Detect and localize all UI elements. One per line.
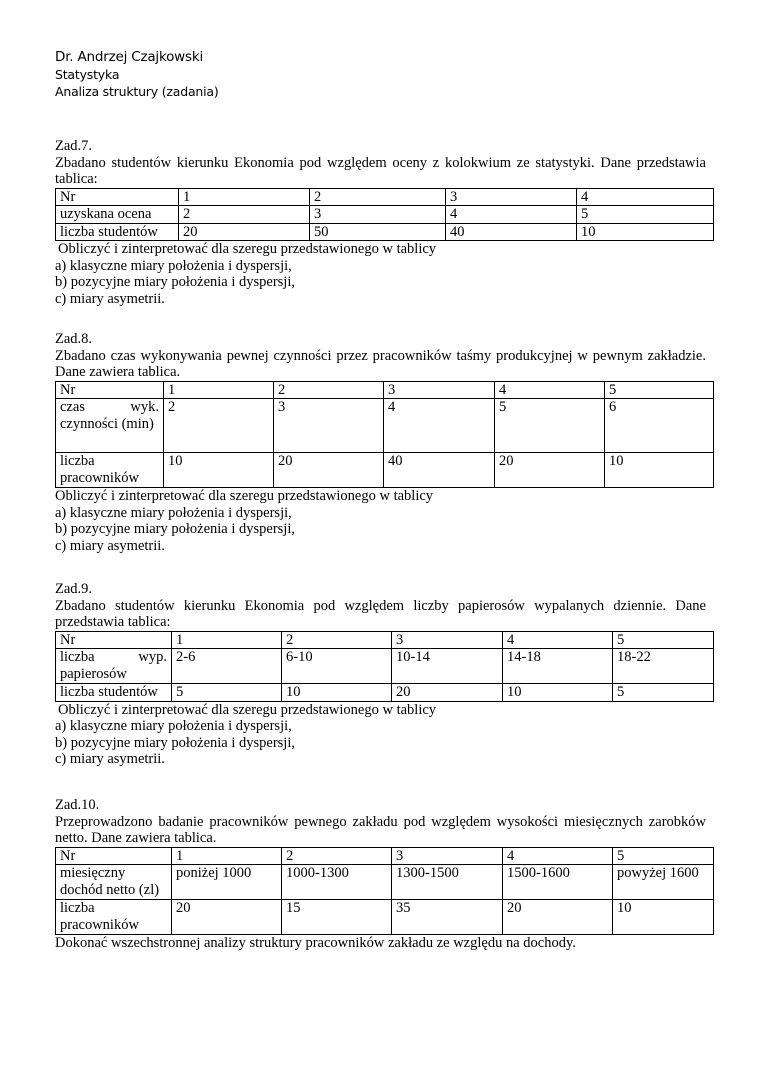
- table-cell: 5: [613, 684, 714, 702]
- table-cell: 1: [172, 631, 282, 649]
- task-instruction: c) miary asymetrii.: [55, 290, 165, 307]
- table-cell: 4: [577, 188, 714, 206]
- table-cell: 10: [605, 453, 714, 488]
- table-cell: 35: [392, 900, 503, 935]
- table-cell: 18-22: [613, 649, 714, 684]
- table-row: [56, 865, 714, 900]
- table-cell: 3: [274, 399, 384, 453]
- data-table: [55, 188, 714, 242]
- table-cell: miesięczny dochód netto (zl): [56, 865, 172, 900]
- task-description: Przeprowadzono badanie pracowników pewnego zakładu pod względem wysokości miesięcznych zarobków netto. Dane zawiera tablica.: [55, 813, 706, 846]
- table-cell: 5: [613, 631, 714, 649]
- table-cell: 2: [310, 188, 446, 206]
- table-row: [56, 453, 714, 488]
- table-row: [56, 847, 714, 865]
- task-instruction: a) klasyczne miary położenia i dyspersji,: [55, 504, 292, 521]
- task-instruction: b) pozycyjne miary położenia i dyspersji,: [55, 521, 295, 537]
- table-row: [56, 649, 714, 684]
- table-cell: 15: [282, 900, 392, 935]
- table-cell: Nr: [56, 631, 172, 649]
- task-title: Zad.10.: [55, 797, 100, 813]
- task-instruction: Obliczyć i zinterpretować dla szeregu przedstawionego w tablicy: [58, 241, 437, 257]
- task-instruction: Dokonać wszechstronnej analizy struktury pracowników zakładu ze względu na dochody.: [55, 935, 576, 951]
- table-cell: 6-10: [282, 649, 392, 684]
- data-table: [55, 847, 714, 936]
- table-cell: 2: [282, 631, 392, 649]
- author-name: Dr. Andrzej Czajkowski: [55, 49, 204, 65]
- table-cell: 20: [172, 900, 282, 935]
- table-cell: 40: [446, 223, 577, 241]
- table-cell: 5: [495, 399, 605, 453]
- table-cell: Nr: [56, 847, 172, 865]
- table-cell: 5: [172, 684, 282, 702]
- table-cell: 2: [179, 206, 310, 224]
- table-cell: 40: [384, 453, 495, 488]
- table-cell: 20: [392, 684, 503, 702]
- table-cell: 1: [172, 847, 282, 865]
- table-cell: 10: [282, 684, 392, 702]
- table-cell: 2: [282, 847, 392, 865]
- task-title: Zad.9.: [55, 581, 93, 597]
- table-cell: liczba pracowników: [56, 453, 164, 488]
- table-cell: Nr: [56, 381, 164, 399]
- table-row: [56, 381, 714, 399]
- table-cell: liczba studentów: [56, 684, 172, 702]
- table-cell: 5: [605, 381, 714, 399]
- table-cell: Nr: [56, 188, 179, 206]
- table-cell: 6: [605, 399, 714, 453]
- table-row: [56, 206, 714, 224]
- table-cell: 10: [577, 223, 714, 241]
- task-instruction: c) miary asymetrii.: [55, 537, 165, 554]
- table-cell: 1: [179, 188, 310, 206]
- table-cell: 10-14: [392, 649, 503, 684]
- task-description: Zbadano studentów kierunku Ekonomia pod względem liczby papierosów wypalanych dziennie. Dane przedstawia tablica:: [55, 597, 706, 630]
- table-cell: 3: [446, 188, 577, 206]
- table-cell: 4: [503, 847, 613, 865]
- table-cell: 5: [613, 847, 714, 865]
- table-row: [56, 223, 714, 241]
- topic: Analiza struktury (zadania): [55, 84, 219, 99]
- table-cell: 4: [446, 206, 577, 224]
- table-row: [56, 900, 714, 935]
- task-instruction: a) klasyczne miary położenia i dyspersji,: [55, 718, 292, 734]
- table-cell: 3: [310, 206, 446, 224]
- task-description: Zbadano czas wykonywania pewnej czynności przez pracowników taśmy produkcyjnej w pewnym zakładzie. Dane zawiera tablica.: [55, 347, 706, 380]
- task-instruction: b) pozycyjne miary położenia i dyspersji,: [55, 274, 295, 290]
- task-instruction: a) klasyczne miary położenia i dyspersji,: [55, 257, 292, 274]
- table-cell: 1500-1600: [503, 865, 613, 900]
- table-cell: 2: [164, 399, 274, 453]
- table-row: [56, 188, 714, 206]
- task-instruction: Obliczyć i zinterpretować dla szeregu przedstawionego w tablicy: [55, 488, 434, 504]
- table-cell: 20: [179, 223, 310, 241]
- table-cell: liczba wyp. papierosów: [56, 649, 172, 684]
- subject: Statystyka: [55, 67, 120, 82]
- table-cell: 4: [495, 381, 605, 399]
- page-header: [55, 48, 219, 100]
- table-cell: 14-18: [503, 649, 613, 684]
- table-cell: 10: [503, 684, 613, 702]
- table-cell: 50: [310, 223, 446, 241]
- table-cell: 1000-1300: [282, 865, 392, 900]
- task-10: [55, 797, 706, 952]
- table-cell: liczba pracowników: [56, 900, 172, 935]
- task-instruction: c) miary asymetrii.: [55, 751, 165, 767]
- table-row: [56, 631, 714, 649]
- table-cell: 4: [384, 399, 495, 453]
- task-title: Zad.7.: [55, 138, 93, 154]
- table-cell: 20: [503, 900, 613, 935]
- task-7: [55, 138, 706, 307]
- table-cell: 5: [577, 206, 714, 224]
- table-cell: 2: [274, 381, 384, 399]
- task-instruction: Obliczyć i zinterpretować dla szeregu przedstawionego w tablicy: [58, 701, 437, 718]
- table-cell: 20: [495, 453, 605, 488]
- table-cell: 4: [503, 631, 613, 649]
- table-cell: 20: [274, 453, 384, 488]
- table-cell: 3: [392, 631, 503, 649]
- table-cell: 10: [613, 900, 714, 935]
- table-row: [56, 684, 714, 702]
- table-cell: uzyskana ocena: [56, 206, 179, 224]
- task-title: Zad.8.: [55, 331, 93, 347]
- task-9: [55, 581, 706, 768]
- task-description: Zbadano studentów kierunku Ekonomia pod względem oceny z kolokwium ze statystyki. Dane przedstawia tablica:: [55, 154, 706, 187]
- task-instruction: b) pozycyjne miary położenia i dyspersji,: [55, 734, 295, 751]
- table-row: [56, 399, 714, 453]
- table-cell: 3: [392, 847, 503, 865]
- table-cell: 1: [164, 381, 274, 399]
- table-cell: 2-6: [172, 649, 282, 684]
- table-cell: 1300-1500: [392, 865, 503, 900]
- table-cell: poniżej 1000: [172, 865, 282, 900]
- table-cell: 10: [164, 453, 274, 488]
- table-cell: czas wyk. czynności (min): [56, 399, 164, 453]
- task-8: [55, 331, 706, 554]
- table-cell: powyżej 1600: [613, 865, 714, 900]
- data-table: [55, 631, 714, 702]
- table-cell: liczba studentów: [56, 223, 179, 241]
- table-cell: 3: [384, 381, 495, 399]
- data-table: [55, 381, 714, 489]
